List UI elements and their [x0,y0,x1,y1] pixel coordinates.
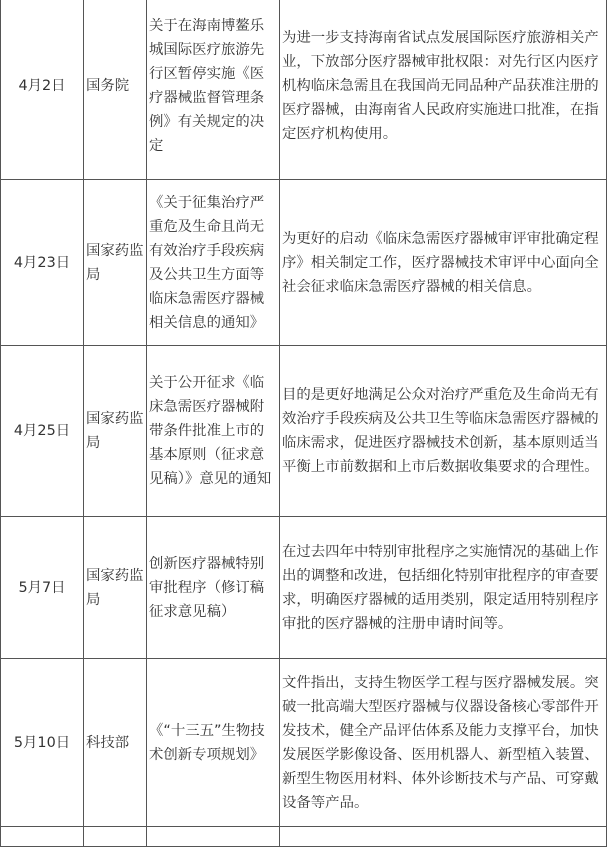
title-cell: 《“十三五”生物技术创新专项规划》 [147,659,280,827]
agency-cell: 科技部 [84,659,147,827]
date-cell: 5月7日 [1,517,84,659]
table-row [1,659,607,827]
table-row [1,517,607,659]
date-cell: 5月10日 [1,659,84,827]
table-row [1,180,607,346]
title-cell: 创新医疗器械特别审批程序（修订稿征求意见稿） [147,517,280,659]
agency-cell: 国务院 [84,0,147,180]
title-cell: 关于在海南博鳌乐城国际医疗旅游先行区暂停实施《医疗器械监督管理条例》有关规定的决定 [147,0,280,180]
description-cell: 为进一步支持海南省试点发展国际医疗旅游相关产业，下放部分医疗器械审批权限：对先行区内医疗机构临床急需且在我国尚无同品种产品获准注册的医疗器械，由海南省人民政府实施进口批准，在指定医疗机构使用。 [280,0,607,180]
title-cell: 《关于征集治疗严重危及生命且尚无有效治疗手段疾病及公共卫生方面等临床急需医疗器械相关信息的通知》 [147,180,280,346]
description-cell: 为更好的启动《临床急需医疗器械审评审批确定程序》相关制定工作，医疗器械技术审评中心面向全社会征求临床急需医疗器械的相关信息。 [280,180,607,346]
agency-cell: 国家药监局 [84,346,147,517]
date-cell: 4月23日 [1,180,84,346]
date-cell: 4月25日 [1,346,84,517]
table-row [1,346,607,517]
agency-cell: 国家药监局 [84,180,147,346]
table-row [1,0,607,180]
description-cell: 文件指出，支持生物医学工程与医疗器械发展。突破一批高端大型医疗器械与仪器设备核心零部件开发技术，健全产品评估体系及能力支撑平台，加快发展医学影像设备、医用机器人、新型植入装置、新型生物医用材料、体外诊断技术与产品、可穿戴设备等产品。 [280,659,607,827]
date-cell: 4月2日 [1,0,84,180]
description-cell: 目的是更好地满足公众对治疗严重危及生命尚无有效治疗手段疾病及公共卫生等临床急需医疗器械的临床需求，促进医疗器械技术创新，基本原则适当平衡上市前数据和上市后数据收集要求的合理性。 [280,346,607,517]
description-cell: 在过去四年中特别审批程序之实施情况的基础上作出的调整和改进，包括细化特别审批程序的审查要求，明确医疗器械的适用类别，限定适用特别程序审批的医疗器械的注册申请时间等。 [280,517,607,659]
agency-cell: 国家药监局 [84,517,147,659]
title-cell: 关于公开征求《临床急需医疗器械附带条件批准上市的基本原则（征求意见稿）》意见的通知 [147,346,280,517]
